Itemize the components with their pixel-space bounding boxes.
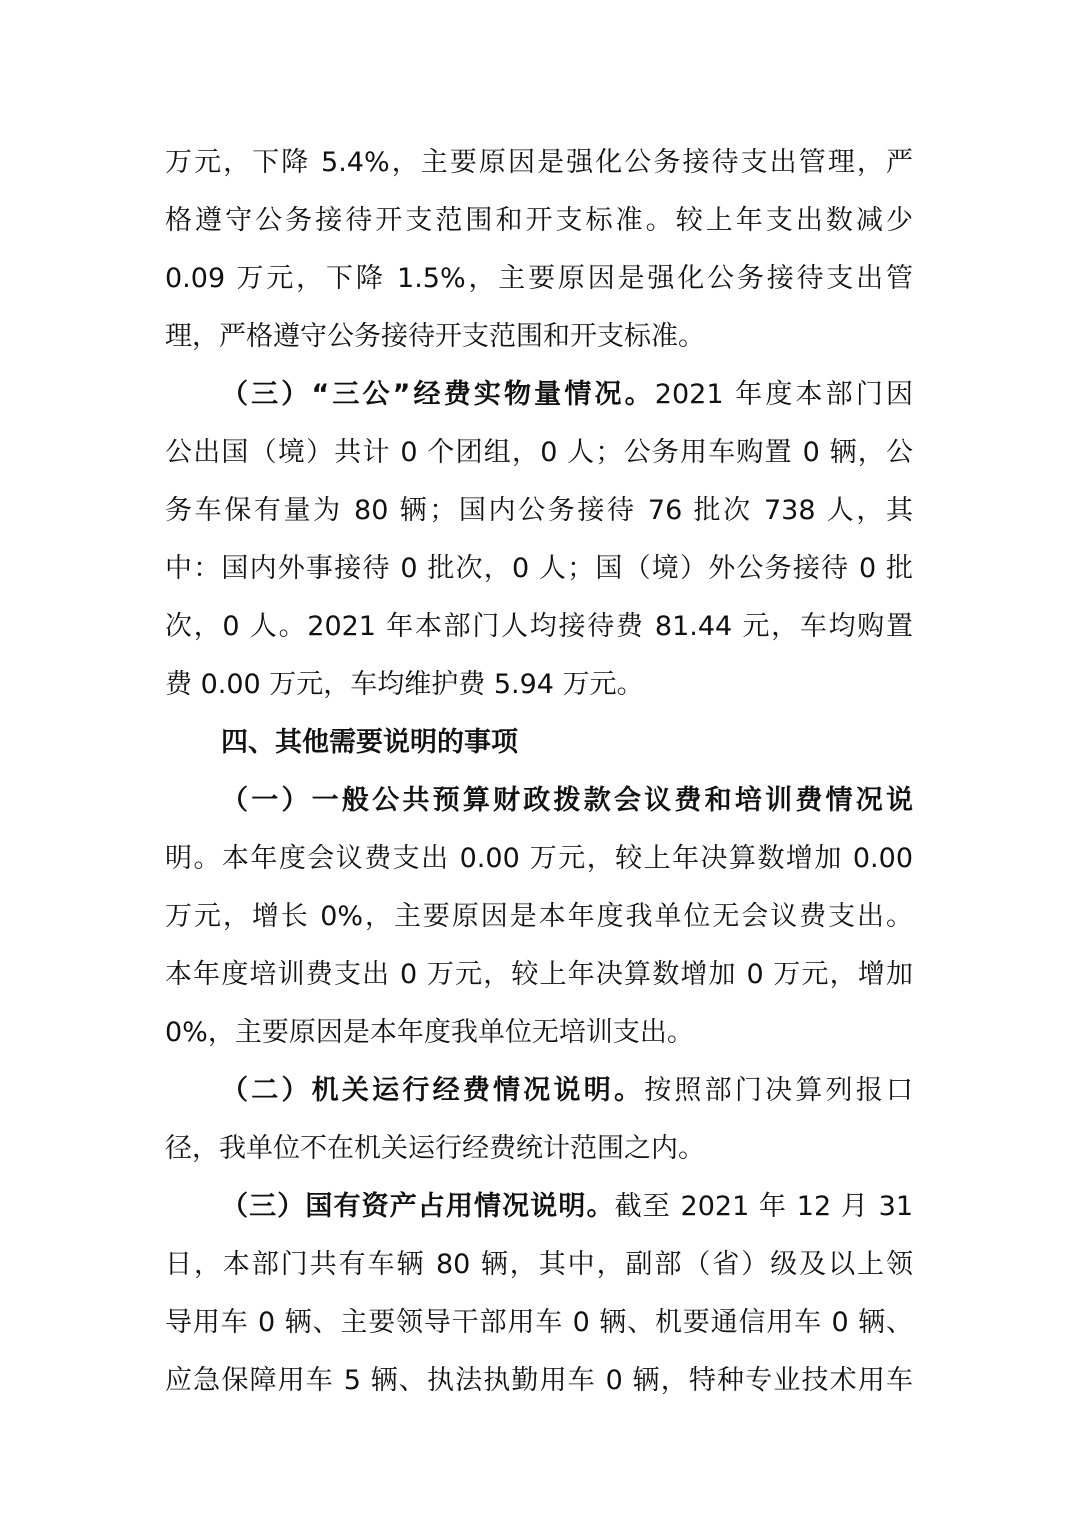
- body-line: 万元，增长 0%，主要原因是本年度我单位无会议费支出。: [165, 901, 913, 932]
- subsection-title: （一）一般公共预算财政拨款会议费和培训费情况说: [221, 785, 913, 816]
- body-line: 0.09 万元，下降 1.5%，主要原因是强化公务接待支出管: [165, 263, 913, 294]
- body-line: 理，严格遵守公务接待开支范围和开支标准。: [165, 321, 705, 352]
- body-line: 应急保障用车 5 辆、执法执勤用车 0 辆，特种专业技术用车: [165, 1365, 913, 1396]
- body-line: 0%，主要原因是本年度我单位无培训支出。: [165, 1017, 694, 1048]
- body-text: 2021 年度本部门因: [654, 379, 913, 410]
- body-line: 中：国内外事接待 0 批次，0 人；国（境）外公务接待 0 批: [165, 553, 913, 584]
- body-text: 按照部门决算列报口: [644, 1075, 914, 1106]
- body-line: 明。本年度会议费支出 0.00 万元，较上年决算数增加 0.00: [165, 843, 913, 874]
- subsection-title: （二）机关运行经费情况说明。: [221, 1075, 645, 1106]
- body-line: 公出国（境）共计 0 个团组，0 人；公务用车购置 0 辆，公: [165, 437, 913, 468]
- subsection-title: （三）国有资产占用情况说明。: [221, 1191, 615, 1222]
- body-text: 截至 2021 年 12 月 31: [614, 1191, 914, 1222]
- section-lead-line: [165, 366, 913, 424]
- body-line: 费 0.00 万元，车均维护费 5.94 万元。: [165, 669, 644, 700]
- subsection-title: （三）“三公”经费实物量情况。: [221, 379, 655, 410]
- section-heading: 四、其他需要说明的事项: [221, 727, 518, 758]
- body-line: 格遵守公务接待开支范围和开支标准。较上年支出数减少: [165, 205, 913, 236]
- body-line: 日，本部门共有车辆 80 辆，其中，副部（省）级及以上领: [165, 1249, 913, 1280]
- body-line: 径，我单位不在机关运行经费统计范围之内。: [165, 1133, 705, 1164]
- body-line: 务车保有量为 80 辆；国内公务接待 76 批次 738 人，其: [165, 495, 913, 526]
- body-line: 导用车 0 辆、主要领导干部用车 0 辆、机要通信用车 0 辆、: [165, 1307, 913, 1338]
- section-lead-line: [165, 1178, 913, 1236]
- section-lead-line: [165, 1062, 913, 1120]
- body-line: 万元，下降 5.4%，主要原因是强化公务接待支出管理，严: [165, 147, 913, 178]
- section-lead-line: [165, 772, 913, 830]
- document-page: [165, 134, 913, 1410]
- body-line: 本年度培训费支出 0 万元，较上年决算数增加 0 万元，增加: [165, 959, 913, 990]
- body-line: 次，0 人。2021 年本部门人均接待费 81.44 元，车均购置: [165, 611, 913, 642]
